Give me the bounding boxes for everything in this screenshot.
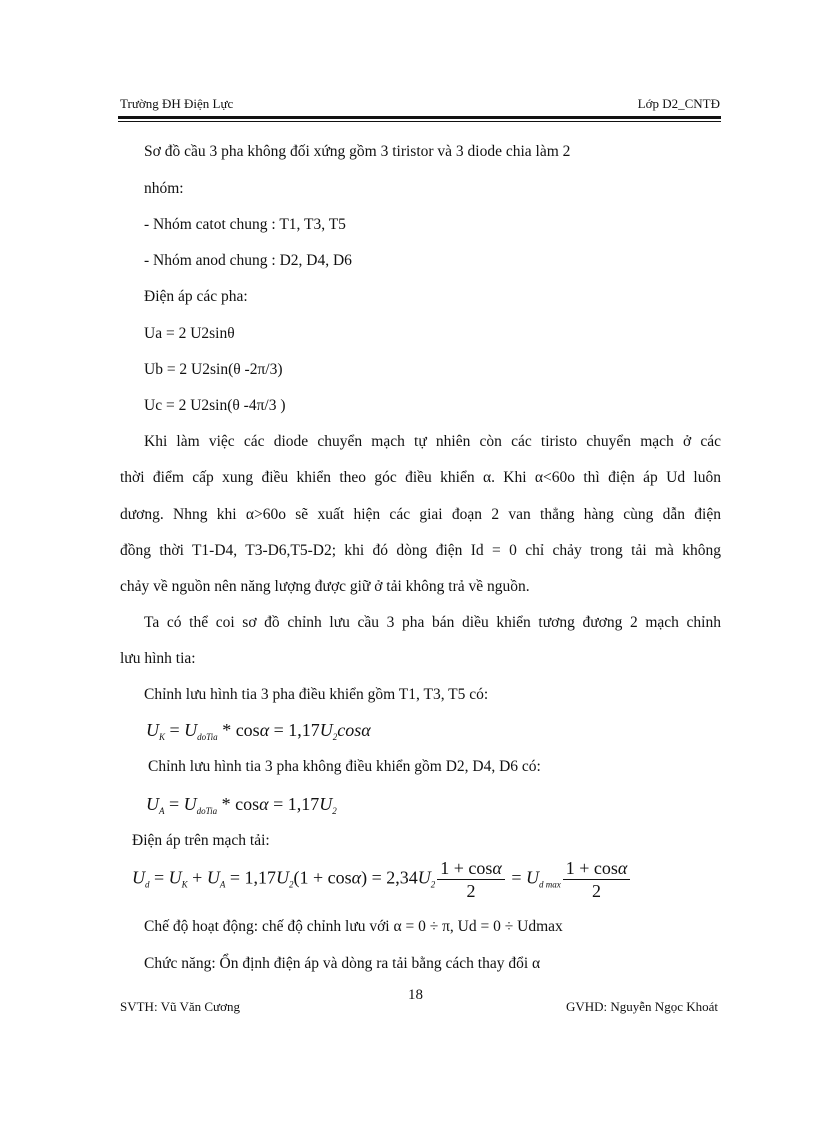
paragraph-operation-line2: thời điểm cấp xung điều khiển theo góc điều khiển α. Khi α<60o thì điện áp Ud luôn bbox=[120, 469, 721, 486]
function-text: Chức năng: Ổn định điện áp và dòng ra tải bằng cách thay đổi α bbox=[144, 955, 541, 972]
page-number: 18 bbox=[408, 987, 423, 1003]
header-rule-thin bbox=[118, 121, 721, 122]
cathode-group-item: - Nhóm catot chung : T1, T3, T5 bbox=[144, 216, 346, 233]
paragraph-operation-line1: Khi làm việc các diode chuyển mạch tự nhiên còn các tiristo chuyển mạch ở các bbox=[144, 433, 721, 450]
uncontrolled-rectifier-text: Chỉnh lưu hình tia 3 pha không điều khiển gồm D2, D4, D6 có: bbox=[148, 758, 541, 775]
header-rule-thick bbox=[118, 116, 721, 119]
phase-b-equation: Ub = 2 U2sin(θ -2π/3) bbox=[144, 361, 283, 378]
operating-mode-text: Chế độ hoạt động: chế độ chỉnh lưu với α = 0 ÷ π, Ud = 0 ÷ Udmax bbox=[144, 918, 563, 935]
header-class: Lớp D2_CNTĐ bbox=[637, 96, 720, 111]
paragraph-operation-line3: dương. Nhng khi α>60o sẽ xuất hiện các giai đoạn 2 van thẳng hàng cùng dẫn điện bbox=[120, 506, 721, 523]
paragraph-intro-line2: nhóm: bbox=[144, 180, 184, 197]
load-voltage-title: Điện áp trên mạch tải: bbox=[132, 832, 270, 849]
controlled-rectifier-text: Chỉnh lưu hình tia 3 pha điều khiển gồm T1, T3, T5 có: bbox=[144, 686, 489, 703]
formula-ud: $U_d = U_K + U_A = 1,17U_2(1 + \cos\alpha) = 2,34U_2$ $\frac{1 + \cos\alpha}{2}$ = $U_{d max}$ $\frac{1 + \cos\alpha}{2}$ bbox=[132, 858, 632, 901]
header-school: Trường ĐH Điện Lực bbox=[120, 96, 234, 111]
paragraph-intro-line1: Sơ đồ cầu 3 pha không đối xứng gồm 3 tiristor và 3 diode chia làm 2 bbox=[144, 143, 571, 160]
paragraph-operation-line5: chảy về nguồn nên năng lượng được giữ ở tải không trả về nguồn. bbox=[120, 578, 530, 595]
paragraph-equivalent-line1: Ta có thể coi sơ đồ chỉnh lưu cầu 3 pha bán diều khiển tương đương 2 mạch chỉnh bbox=[144, 614, 721, 631]
anode-group-item: - Nhóm anod chung : D2, D4, D6 bbox=[144, 252, 352, 269]
phase-a-equation: Ua = 2 U2sinθ bbox=[144, 325, 235, 342]
fraction-one-plus-cos-b: $\frac{1 + \cos\alpha}{2}$ bbox=[563, 858, 631, 901]
phase-voltage-title: Điện áp các pha: bbox=[144, 288, 248, 305]
paragraph-operation-line4: đồng thời T1-D4, T3-D6,T5-D2; khi đó dòng điện Id = 0 chỉ chảy trong tải mà không bbox=[120, 542, 721, 559]
formula-uk: $U_K = U_{doTia} * \cos\alpha = 1,17U_2\cos\alpha$ bbox=[146, 720, 371, 742]
formula-ua: $U_A = U_{doTia} * \cos\alpha = 1,17U_2$ bbox=[146, 794, 337, 816]
paragraph-equivalent-line2: lưu hình tia: bbox=[120, 650, 196, 667]
footer-supervisor: GVHD: Nguyễn Ngọc Khoát bbox=[565, 999, 718, 1014]
phase-c-equation: Uc = 2 U2sin(θ -4π/3 ) bbox=[144, 397, 286, 414]
fraction-one-plus-cos-a: $\frac{1 + \cos\alpha}{2}$ bbox=[437, 858, 505, 901]
footer-student: SVTH: Vũ Văn Cương bbox=[120, 999, 240, 1014]
